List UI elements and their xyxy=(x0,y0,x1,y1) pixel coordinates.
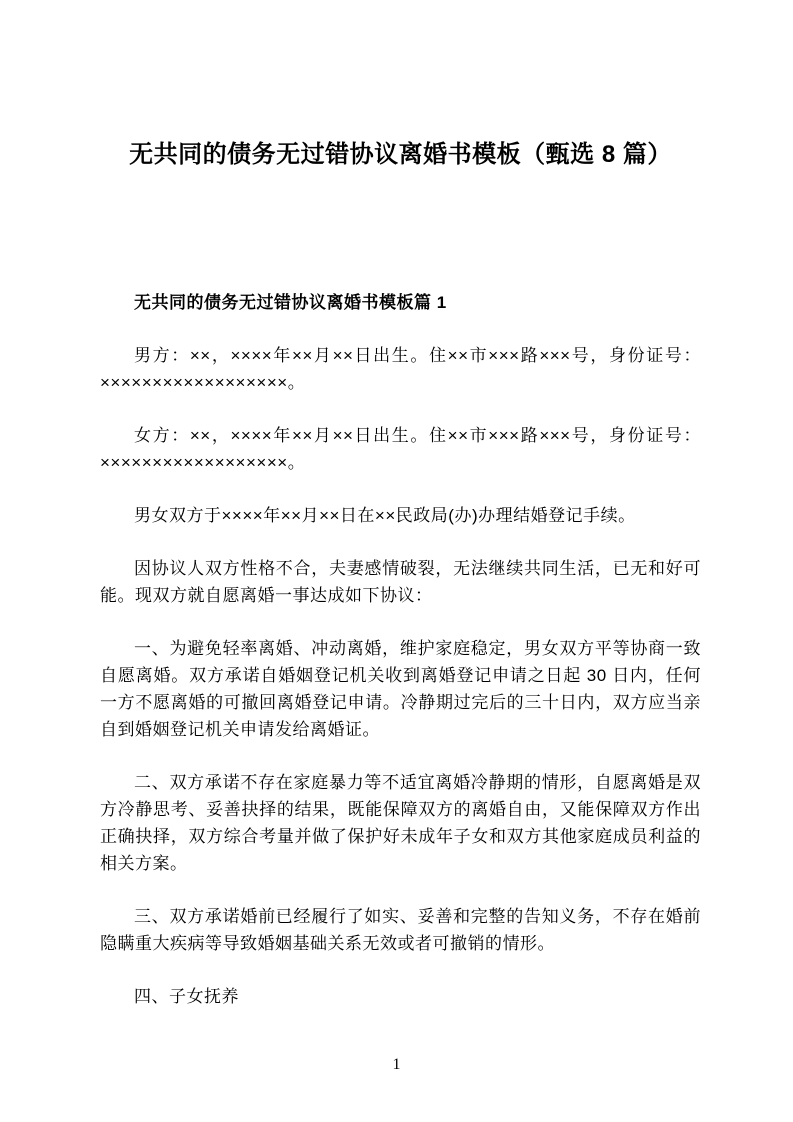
page-footer xyxy=(0,1056,793,1074)
section-heading: 无共同的债务无过错协议离婚书模板篇 1 xyxy=(134,293,447,312)
paragraph-clause-4-heading: 四、子女抚养 xyxy=(134,987,239,1006)
paragraph-divorce-reason: 因协议人双方性格不合，夫妻感情破裂，无法继续共同生活，已无和好可能。现双方就自愿离婚一事达成如下协议： xyxy=(100,559,701,605)
paragraph-party-male: 男方：××，××××年××月××日出生。住××市×××路×××号，身份证号：××××××××××××××××××。 xyxy=(100,346,701,392)
document-title: 无共同的债务无过错协议离婚书模板（甄选 8 篇） xyxy=(129,141,672,168)
paragraph-clause-3: 三、双方承诺婚前已经履行了如实、妥善和完整的告知义务，不存在婚前隐瞒重大疾病等导致婚姻基础关系无效或者可撤销的情形。 xyxy=(100,907,701,953)
paragraph-party-female: 女方：××，××××年××月××日出生。住××市×××路×××号，身份证号：××××××××××××××××××。 xyxy=(100,426,701,472)
paragraph-marriage-registration: 男女双方于××××年××月××日在××民政局(办)办理结婚登记手续。 xyxy=(134,506,636,525)
document-content xyxy=(100,0,701,1010)
paragraph-clause-1: 一、为避免轻率离婚、冲动离婚，维护家庭稳定，男女双方平等协商一致自愿离婚。双方承诺自婚姻登记机关收到离婚登记申请之日起 30 日内，任何一方不愿离婚的可撤回离婚登记申请。冷静期过完后的三十日内，双方应当亲自到婚姻登记机关申请发给离婚证。 xyxy=(100,639,701,739)
paragraph-clause-2: 二、双方承诺不存在家庭暴力等不适宜离婚冷静期的情形，自愿离婚是双方冷静思考、妥善抉择的结果，既能保障双方的离婚自由，又能保障双方作出正确抉择，双方综合考量并做了保护好未成年子女和双方其他家庭成员利益的相关方案。 xyxy=(100,773,701,873)
page-number: 1 xyxy=(392,1056,401,1073)
